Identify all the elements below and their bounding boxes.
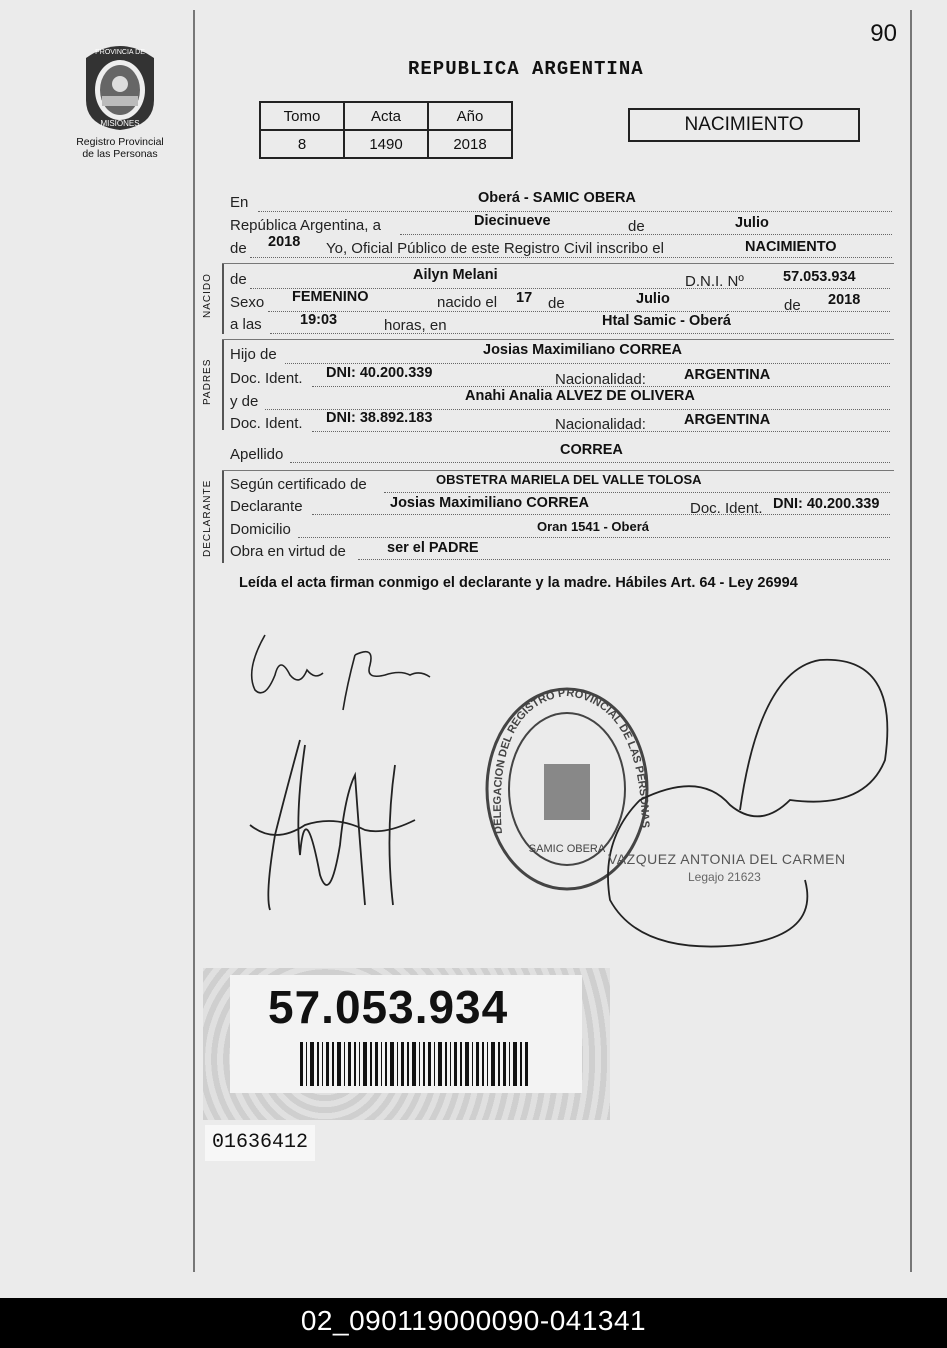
dotted-line (312, 514, 890, 515)
obra-value: ser el PADRE (387, 540, 479, 556)
acta-value: 1490 (344, 130, 428, 158)
declarant-signature (245, 615, 445, 725)
declarante-label: Declarante (230, 498, 303, 515)
dotted-line (298, 537, 890, 538)
register-table (259, 101, 513, 159)
mother-signature (245, 735, 435, 920)
child-dni-value: 57.053.934 (783, 269, 856, 285)
birth-time-value: 19:03 (300, 312, 338, 328)
dotted-line (290, 462, 890, 463)
inscribo-value: NACIMIENTO (745, 239, 837, 255)
dotted-line (285, 363, 890, 364)
nacionalidad-label: Nacionalidad: (555, 416, 646, 433)
obra-label: Obra en virtud de (230, 543, 346, 560)
tomo-value: 8 (260, 130, 344, 158)
de-label: de (230, 240, 247, 257)
horas-label: horas, en (384, 317, 447, 334)
closing-statement: Leída el acta firman conmigo el declarante y la madre. Hábiles Art. 64 - Ley 26994 (239, 575, 798, 591)
dotted-line (384, 492, 890, 493)
de-label: de (628, 218, 645, 235)
day-words-value: Diecinueve (474, 213, 551, 229)
alas-label: a las (230, 316, 262, 333)
nacido-side-label: NACIDO (202, 273, 213, 318)
y-de-label: y de (230, 393, 259, 410)
official-legajo-stamp: Legajo 21623 (688, 870, 761, 884)
birth-place-value: Htal Samic - Oberá (602, 313, 731, 329)
svg-text:PROVINCIA DE: PROVINCIA DE (95, 49, 145, 56)
official-signature (600, 650, 900, 955)
father-nationality-value: ARGENTINA (684, 367, 771, 383)
section-divider (222, 264, 224, 334)
svg-text:MISIONES: MISIONES (100, 119, 140, 128)
inscribo-label: Yo, Oficial Público de este Registro Civil inscribo el (326, 240, 664, 257)
month-value: Julio (735, 215, 769, 231)
doc-ident-label: Doc. Ident. (690, 500, 763, 517)
dotted-line (358, 559, 890, 560)
stamp-inner-text: SAMIC OBERA (528, 843, 606, 855)
doc-ident-label: Doc. Ident. (230, 415, 303, 432)
child-name-value: Ailyn Melani (413, 267, 498, 283)
page-number: 90 (870, 20, 897, 47)
anio-value: 2018 (428, 130, 512, 158)
record-type-box: NACIMIENTO (628, 108, 860, 142)
address-value: Oran 1541 - Oberá (537, 519, 649, 534)
barcode (300, 1042, 530, 1086)
section-top-line (222, 470, 894, 471)
apellido-label: Apellido (230, 446, 284, 463)
padres-side-label: PADRES (202, 358, 213, 405)
dotted-line (400, 234, 892, 235)
dotted-line (258, 211, 892, 212)
official-name-stamp: VAZQUEZ ANTONIA DEL CARMEN (608, 851, 846, 867)
declarante-side-label: DECLARANTE (202, 479, 213, 557)
logo-caption: Registro Provincial de las Personas (76, 136, 164, 160)
nacido-el-label: nacido el (437, 294, 498, 311)
mother-name-value: Anahi Analia ALVEZ DE OLIVERA (465, 388, 695, 404)
dni-sticker-number: 57.053.934 (268, 981, 509, 1033)
doc-ident-label: Doc. Ident. (230, 370, 303, 387)
stamp-ring-text: DELEGACION DEL REGISTRO PROVINCIAL DE LAS PERSONAS (491, 686, 651, 835)
birth-day-value: 17 (516, 290, 533, 306)
serial-number-sticker: 01636412 (205, 1125, 315, 1161)
domicilio-label: Domicilio (230, 521, 291, 538)
footer-code: 02_090119000090-041341 (0, 1298, 947, 1348)
birth-month-value: Julio (636, 291, 670, 307)
dni-label: D.N.I. Nº (685, 273, 744, 290)
place-value: Oberá - SAMIC OBERA (478, 190, 636, 206)
anio-header: Año (428, 102, 512, 130)
section-top-line (222, 263, 894, 264)
sexo-label: Sexo (230, 294, 265, 311)
document-title: REPUBLICA ARGENTINA (408, 58, 644, 80)
section-top-line (222, 339, 894, 340)
sex-value: FEMENINO (292, 289, 369, 305)
father-name-value: Josias Maximiliano CORREA (483, 342, 683, 358)
de-label: de (230, 271, 247, 288)
mother-nationality-value: ARGENTINA (684, 412, 771, 428)
republica-label: República Argentina, a (230, 217, 381, 234)
certificado-label: Según certificado de (230, 476, 367, 493)
section-divider (222, 340, 224, 430)
mother-doc-value: DNI: 38.892.183 (326, 410, 433, 426)
section-divider (222, 471, 224, 563)
declarant-name-value: Josias Maximiliano CORREA (390, 495, 590, 511)
birth-year-value: 2018 (828, 292, 861, 308)
declarant-doc-value: DNI: 40.200.339 (773, 496, 880, 512)
year-value: 2018 (268, 234, 301, 250)
father-doc-value: DNI: 40.200.339 (326, 365, 433, 381)
dotted-line (250, 257, 892, 258)
apellido-value: CORREA (560, 442, 623, 458)
certificate-value: OBSTETRA MARIELA DEL VALLE TOLOSA (436, 472, 702, 487)
en-label: En (230, 194, 249, 211)
acta-header: Acta (344, 102, 428, 130)
province-seal-logo (80, 40, 160, 132)
hijo-de-label: Hijo de (230, 346, 277, 363)
nacionalidad-label: Nacionalidad: (555, 371, 646, 388)
tomo-header: Tomo (260, 102, 344, 130)
right-margin-line (910, 10, 912, 1272)
left-margin-line (193, 10, 195, 1272)
de-label: de (548, 295, 565, 312)
dotted-line (270, 333, 890, 334)
de-label: de (784, 297, 801, 314)
